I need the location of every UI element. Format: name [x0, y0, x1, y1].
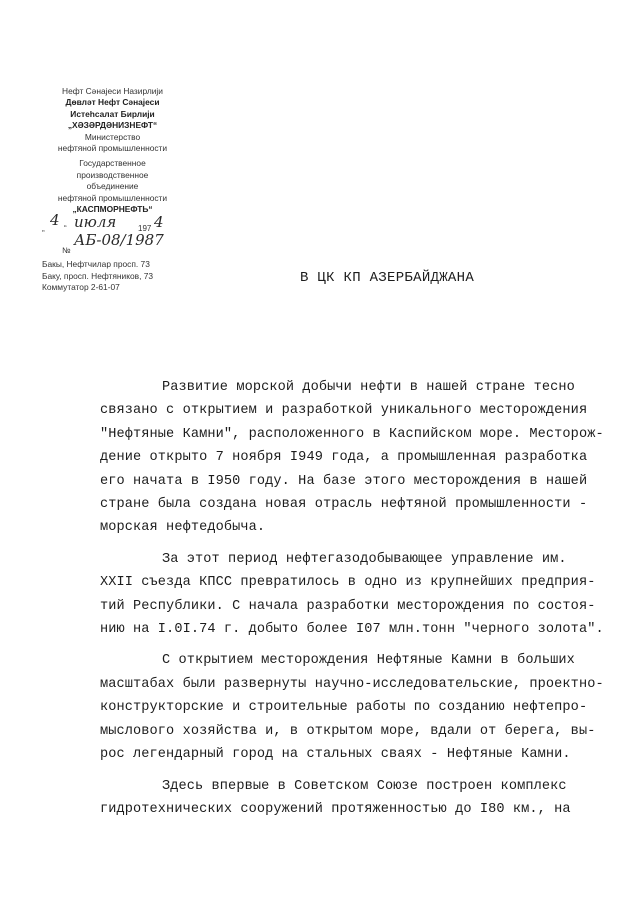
body-line: стране была создана новая отрасль нефтяной промышленности - [100, 497, 588, 513]
body-line: нию на I.0I.74 г. добыто более I07 млн.тонн "черного золота". [100, 622, 604, 638]
stamp-line-oil-industry-2-ru: нефтяной промышленности [57, 192, 168, 203]
body-line: морская нефтедобыча. [100, 520, 266, 536]
body-line: его начата в I950 году. На базе этого месторождения в нашей [100, 473, 588, 489]
date-day: 4 [50, 211, 60, 230]
number-value: АБ-08/1987 [74, 231, 164, 250]
stamp-line-state-az: Дөвләт Нефт Сәнајеси [65, 97, 160, 108]
body-paragraph [100, 775, 596, 822]
date-year-suffix: 4 [154, 213, 164, 232]
stamp-line-production-ru: производственное [76, 169, 149, 180]
body-line: конструкторские и строительные работы по созданию нефтепро- [100, 700, 588, 716]
stamp-address-ru: Баку, просп. Нефтяников, 73 [42, 270, 154, 281]
body-line: мыслового хозяйства и, в открытом море, вдали от берега, вы- [100, 723, 596, 739]
stamp-line-ministry-ru: Министерство [84, 131, 141, 142]
body-line: С открытием месторождения Нефтяные Камни в больших [162, 653, 575, 669]
stamp-phone: Коммутатор 2-61-07 [42, 282, 120, 293]
body-line: "Нефтяные Камни", расположенного в Каспийском море. Месторож- [100, 426, 604, 442]
body-line: Развитие морской добычи нефти в нашей стране тесно [162, 380, 575, 395]
letter-body [100, 376, 604, 829]
stamp-line-association-ru: объединение [86, 181, 139, 192]
body-line: гидротехнических сооружений протяженностью до I80 км., на [100, 801, 571, 817]
stamp-line-company-ru: „КАСПМОРНЕФТЬ“ [72, 204, 153, 215]
stamp-line-state-ru: Государственное [79, 158, 146, 169]
date-month: июля [74, 213, 117, 232]
stamp-line-oil-industry-ru: нефтяной промышленности [57, 143, 168, 154]
stamp-number [40, 231, 185, 259]
body-paragraph [100, 548, 604, 642]
body-line: тий Республики. С начала разработки месторождения по состоя- [100, 598, 596, 614]
stamp-line-ministry-az: Нефт Сәнајеси Назирлији [62, 86, 163, 96]
body-paragraph [100, 649, 604, 766]
body-line: За этот период нефтегазодобывающее управление им. [162, 551, 567, 567]
body-line: Здесь впервые в Советском Союзе построен комплекс [162, 778, 567, 794]
body-line: рос легендарный город на стальных сваях - Нефтяные Камни. [100, 747, 571, 763]
body-line: XXII съезда КПСС превратилось в одно из крупнейших предприя- [100, 575, 596, 591]
body-line: масштабах были развернуты научно-исследовательские, проектно- [100, 676, 604, 692]
body-line: дение открыто 7 ноября I949 года, а промышленная разработка [100, 450, 588, 466]
body-paragraph [100, 376, 604, 540]
addressee-heading: В ЦК КП АЗЕРБАЙДЖАНА [300, 270, 475, 286]
date-year-prefix: 197 [138, 224, 152, 234]
body-line: связано с открытием и разработкой уникального месторождения [100, 403, 588, 419]
stamp-address-az: Бакы, Нефтчилар просп. 73 [42, 259, 150, 270]
number-label: № [62, 246, 71, 256]
stamp-line-company-az: „ХӘЗӘРДӘНИЗНЕФТ“ [67, 120, 158, 131]
date-quote-close: “ [64, 224, 67, 234]
letterhead-stamp [40, 86, 185, 294]
date-quote-open: „ [42, 224, 45, 234]
stamp-line-association-az: Истеһсалат Бирлији [70, 108, 155, 119]
